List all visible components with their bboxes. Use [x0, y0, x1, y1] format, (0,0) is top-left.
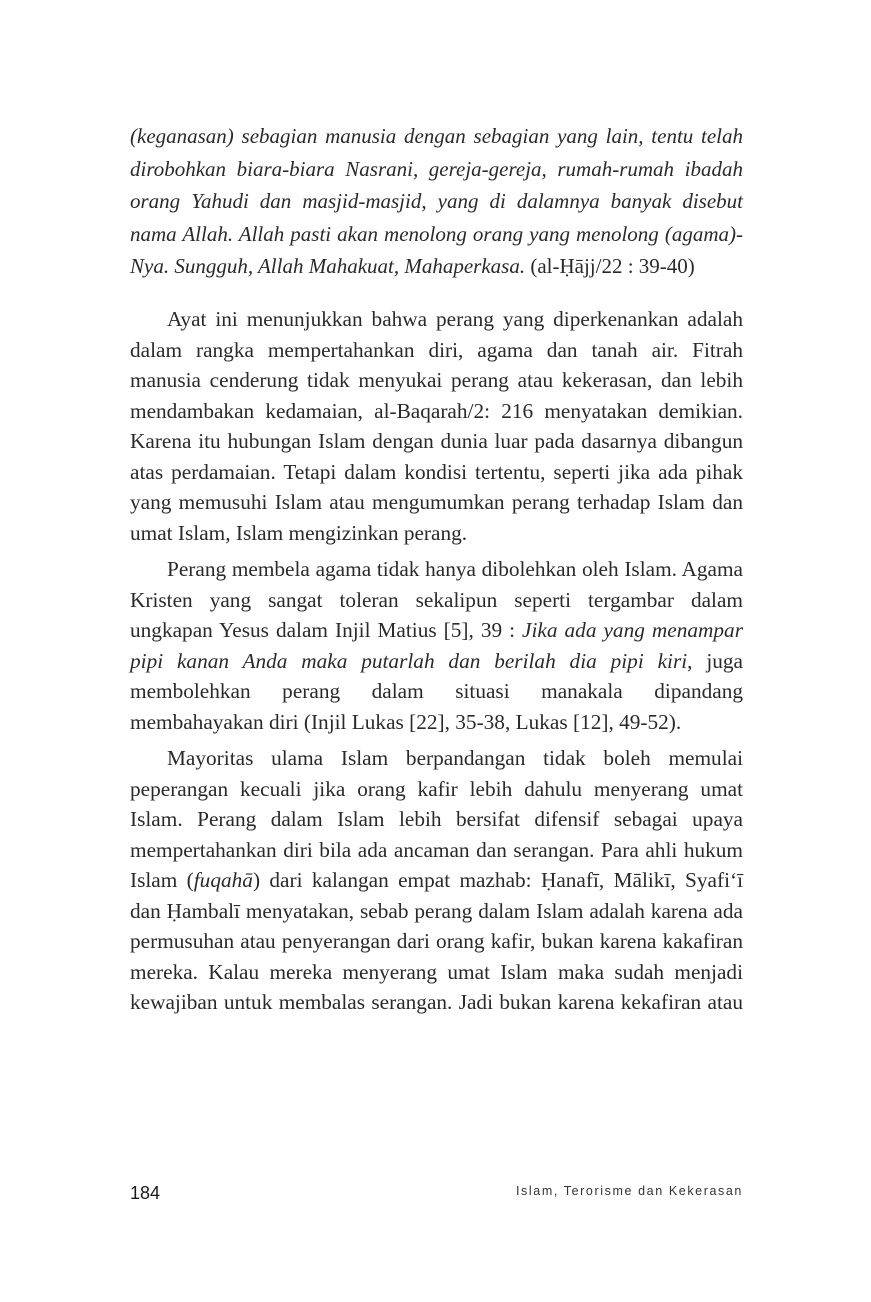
paragraph-3 — [130, 743, 743, 1018]
page-number: 184 — [130, 1183, 161, 1203]
paragraph-1: Ayat ini menunjukkan bahwa perang yang diperkenankan adalah dalam rangka mempertahankan diri, agama dan tanah air. Fitrah manusia cenderung tidak menyukai perang atau kekerasan, dan lebih mendambakan kedamaian, al-Baqarah/2: 216 menyatakan demikian. Karena itu hubungan Islam dengan dunia luar pada dasarnya dibangun atas perdamaian. Tetapi dalam kondisi tertentu, seperti jika ada pihak yang memusuhi Islam atau mengumumkan perang terhadap Islam dan umat Islam, Islam mengizinkan perang. — [130, 307, 743, 545]
paragraph-2-text-b: , juga membolehkan perang dalam situasi manakala dipandang membahayakan diri (Injil Lukas [22], 35-38, Lukas [12], 49-52). — [130, 648, 743, 734]
paragraph-2-text-a: Perang membela agama tidak hanya dibolehkan oleh Islam. Agama Kristen yang sangat toleran sekalipun seperti tergambar dalam ungkapan Yesus dalam Injil Matius [5], 39 : — [130, 557, 743, 642]
quran-quote — [130, 120, 743, 283]
paragraph-3-italic: fuqahā — [193, 868, 253, 892]
body-text — [130, 304, 743, 1018]
paragraph-2-italic: Jika ada yang menampar pipi kanan Anda maka putarlah dan berilah dia pipi kiri — [130, 618, 743, 673]
paragraph-2 — [130, 554, 743, 737]
running-footer-title: Islam, Terorisme dan Kekerasan — [515, 1184, 743, 1198]
quote-text: (keganasan) sebagian manusia dengan sebagian yang lain, tentu telah dirobohkan biara-biara Nasrani, gereja-gereja, rumah-rumah ibadah orang Yahudi dan masjid-masjid, yang di dalamnya banyak disebut nama Allah. Allah pasti akan menolong orang yang menolong (agama)-Nya. Sungguh, Allah Mahakuat, Mahaperkasa. — [130, 124, 743, 279]
paragraph-3-text-a: Mayoritas ulama Islam berpandangan tidak boleh memulai peperangan kecuali jika orang kafir lebih dahulu menyerang umat Islam. Perang dalam Islam lebih bersifat difensif sebagai upaya mempertahankan diri bila ada ancaman dan serangan. Para ahli hukum Islam ( — [130, 746, 743, 892]
paragraph-3-text-b: ) dari kalangan empat mazhab: Ḥanafī, Mālikī, Syafi‘ī dan Ḥambalī menyatakan, sebab perang dalam Islam adalah karena ada permusuhan atau penyerangan dari orang kafir, bukan karena kakafiran mereka. Kalau mereka menyerang umat Islam maka sudah menjadi kewajiban untuk membalas serangan. Jadi bukan karena kekafiran atau — [130, 868, 743, 1014]
quote-citation: (al-Ḥājj/22 : 39-40) — [525, 254, 695, 279]
